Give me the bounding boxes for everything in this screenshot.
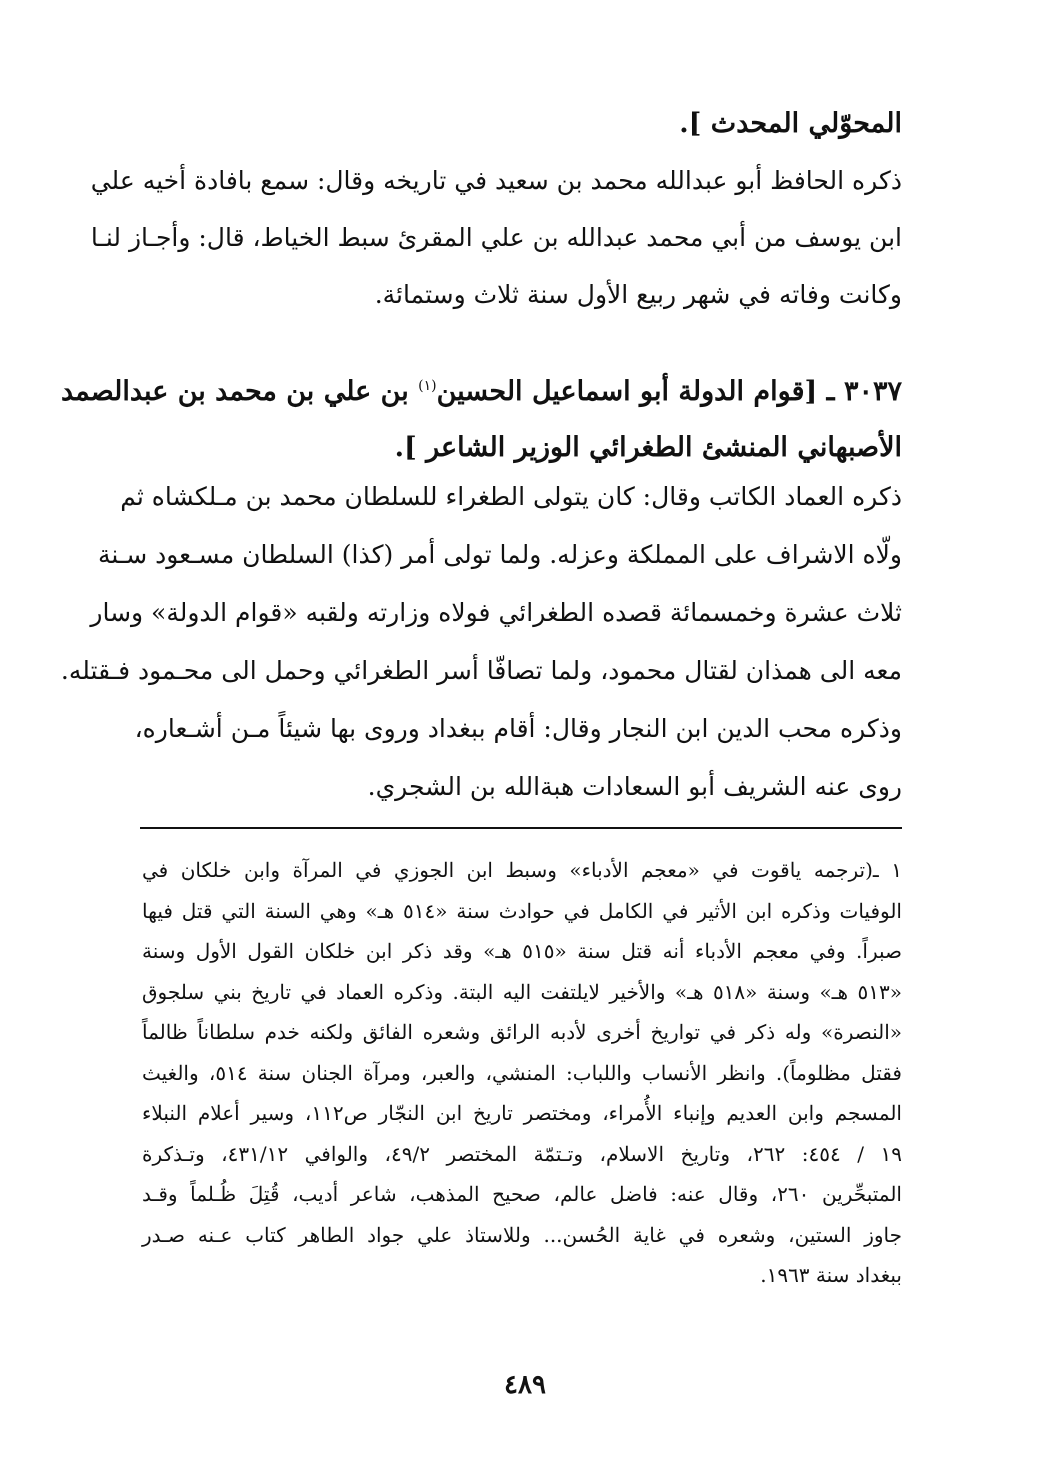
- entry-3036-body: [90, 152, 902, 323]
- footnote-line-5: «النصرة» وله ذكر في تواريخ أخرى لأدبه الرائق وشعره الفائق ولكنه خدم سلطاناً ظالماً: [142, 1020, 902, 1044]
- footnote-line-6: فقتل مظلوماً). وانظر الأنساب واللباب: المنشي، والعبر، ومرآة الجنان سنة ٥١٤، والغيث: [142, 1060, 902, 1085]
- footnote-line-1: ١ ـ(ترجمه ياقوت في «معجم الأدباء» وسبط ابن الجوزي في المرآة وابن خلكان في: [142, 858, 902, 882]
- entry-3037-heading-pre: ٣٠٣٧ ـ [قوام الدولة أبو اسماعيل الحسين: [436, 376, 902, 407]
- page-number: ٤٨٩: [504, 1370, 546, 1400]
- entry-3037-line-6: روى عنه الشريف أبو السعادات هبةالله بن الشجري.: [367, 772, 902, 801]
- footnotes: [142, 850, 902, 1296]
- entry-3037-line-2: ولّاه الاشراف على المملكة وعزله. ولما تولى أمر (كذا) السلطان مسـعود سـنة: [97, 540, 902, 569]
- entry-3036-line-2: ابن يوسف من أبي محمد عبدالله بن علي المقرئ سبط الخياط، قال: وأجـاز لنـا: [90, 223, 902, 252]
- entry-3037-line-4: معه الى همذان لقتال محمود، ولما تصافّا أسر الطغرائي وحمل الى محـمود فـقتله.: [60, 656, 902, 685]
- entry-3037-heading: [60, 358, 902, 476]
- entry-3037-body: [60, 468, 902, 816]
- entry-3037-line-1: ذكره العماد الكاتب وقال: كان يتولى الطغراء للسلطان محمد بن مـلكشاه ثم: [120, 482, 902, 511]
- footnote-reference[interactable]: (١): [418, 378, 437, 394]
- footnote-line-10: جاوز الستين، وشعره في غاية الحُسن... وللاستاذ علي جواد الطاهر كتاب عـنه صـدر: [142, 1222, 902, 1247]
- footnote-line-8: ١٩ / ٤٥٤: ٢٦٢، وتاريخ الاسلام، وتـتمّة المختصر ٤٩/٢، والوافي ٤٣١/١٢، وتـذكرة: [142, 1141, 902, 1166]
- entry-3037-line-3: ثلاث عشرة وخمسمائة قصده الطغرائي فولاه وزارته ولقبه «قوام الدولة» وسار: [90, 598, 902, 627]
- entry-3037-heading-post: بن علي بن محمد بن عبدالصمد: [60, 376, 419, 407]
- entry-3037-heading-line-1: [60, 358, 902, 420]
- footnote-line-11: ببغداد سنة ١٩٦٣.: [760, 1263, 902, 1287]
- footnote-line-9: المتبحِّرين ٢٦٠، وقال عنه: فاضل عالم، صحيح المذهب، شاعر أديب، قُتِلَ ظُـلماً وقـد: [142, 1182, 902, 1206]
- footnote-separator: [140, 827, 902, 829]
- entry-title-continuation: [142, 96, 902, 152]
- footnote-line-4: «٥١٣ هـ» وسنة «٥١٨ هـ» والأخير لايلتفت اليه البتة. وذكره العماد في تاريخ بني سلجوق: [142, 979, 903, 1004]
- entry-3036-line-3: وكانت وفاته في شهر ربيع الأول سنة ثلاث وستمائة.: [374, 280, 902, 309]
- entry-title-tail: المحوّلي المحدث ].: [679, 108, 902, 139]
- entry-3036-line-1: ذكره الحافظ أبو عبدالله محمد بن سعيد في تاريخه وقال: سمع بافادة أخيه علي: [90, 166, 902, 195]
- footnote-line-3: صبراً. وفي معجم الأدباء أنه قتل سنة «٥١٥ هـ» وقد ذكر ابن خلكان القول الأول وسنة: [142, 939, 902, 963]
- footnote-line-2: الوفيات وذكره ابن الأثير في الكامل في حوادث سنة «٥١٤ هـ» وهي السنة التي قتل فيها: [142, 898, 902, 923]
- entry-3037-line-5: وذكره محب الدين ابن النجار وقال: أقام ببغداد وروى بها شيئاً مـن أشـعاره،: [134, 714, 902, 743]
- footnote-line-7: المسجم وابن العديم وإنباء الأُمراء، ومختصر تاريخ ابن النجّار ص١١٢، وسير أعلام النبلاء: [142, 1101, 902, 1125]
- entry-3037-heading-line-2: الأصبهاني المنشئ الطغرائي الوزير الشاعر ].: [394, 432, 902, 463]
